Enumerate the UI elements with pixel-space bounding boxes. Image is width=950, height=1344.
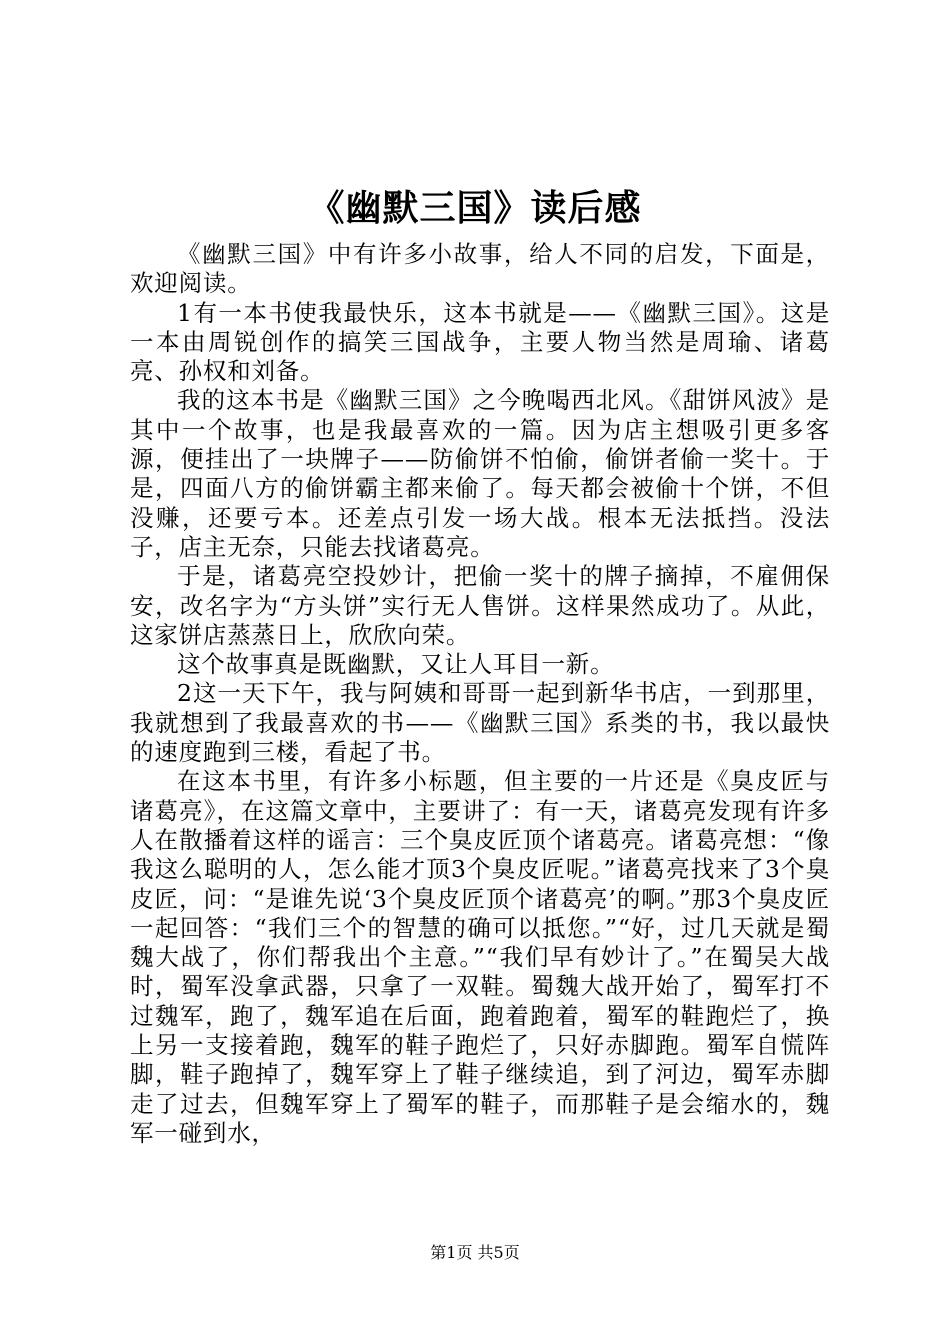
paragraph: 《幽默三国》中有许多小故事，给人不同的启发，下面是，欢迎阅读。: [130, 240, 830, 298]
paragraph: 1有一本书使我最快乐，这本书就是——《幽默三国》。这是一本由周锐创作的搞笑三国战争，主要人物当然是周瑜、诸葛亮、孙权和刘备。: [130, 298, 830, 386]
document-title: 《幽默三国》读后感: [308, 187, 642, 229]
paragraph: 这个故事真是既幽默，又让人耳目一新。: [177, 650, 615, 679]
document-body: [130, 240, 830, 1148]
paragraph: 于是，诸葛亮空投妙计，把偷一奖十的牌子摘掉，不雇佣保安，改名字为“方头饼”实行无人售饼。这样果然成功了。从此，这家饼店蒸蒸日上，欣欣向荣。: [130, 562, 830, 649]
paragraph: 2这一天下午，我与阿姨和哥哥一起到新华书店，一到那里，我就想到了我最喜欢的书——《幽默三国》系类的书，我以最快的速度跑到三楼，看起了书。: [130, 679, 830, 767]
paragraph: 我的这本书是《幽默三国》之今晚喝西北风。《甜饼风波》是其中一个故事，也是我最喜欢的一篇。因为店主想吸引更多客源，便挂出了一块牌子——防偷饼不怕偷，偷饼者偷一奖十。于是，四面八方的偷饼霸主都来偷了。每天都会被偷十个饼，不但没赚，还要亏本。还差点引发一场大战。根本无法抵挡。没法子，店主无奈，只能去找诸葛亮。: [130, 386, 830, 561]
paragraph: 在这本书里，有许多小标题，但主要的一片还是《臭皮匠与诸葛亮》，在这篇文章中，主要讲了：有一天，诸葛亮发现有许多人在散播着这样的谣言：三个臭皮匠顶个诸葛亮。诸葛亮想：“像我这么聪明的人，怎么能才顶3个臭皮匠呢。”诸葛亮找来了3个臭皮匠，问：“是谁先说‘3个臭皮匠顶个诸葛亮’的啊。”那3个臭皮匠一起回答：“我们三个的智慧的确可以抵您。”“好，过几天就是蜀魏大战了，你们帮我出个主意。”“我们早有妙计了。”在蜀吴大战时，蜀军没拿武器，只拿了一双鞋。蜀魏大战开始了，蜀军打不过魏军，跑了，魏军追在后面，跑着跑着，蜀军的鞋跑烂了，换上另一支接着跑，魏军的鞋子跑烂了，只好赤脚跑。蜀军自慌阵脚，鞋子跑掉了，魏军穿上了鞋子继续追，到了河边，蜀军赤脚走了过去，但魏军穿上了蜀军的鞋子，而那鞋子是会缩水的，魏军一碰到水，: [130, 767, 830, 1147]
page-number-footer: 第1页 共5页: [430, 1243, 520, 1262]
